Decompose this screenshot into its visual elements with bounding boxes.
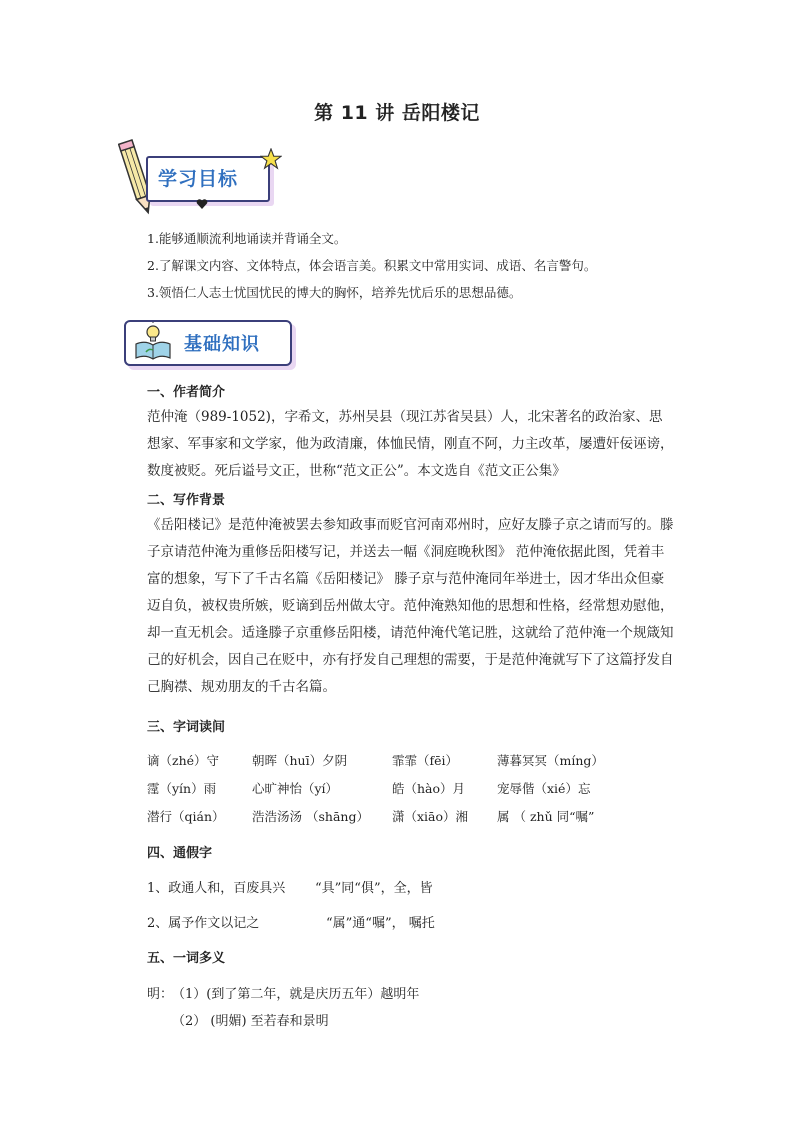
author-paragraph xyxy=(147,404,675,485)
reading-word: 谪（zhé）守 xyxy=(147,753,220,768)
goal-item-2: 2.了解课文内容、文体特点，体会语言美。积累文中常用实词、成语、名言警句。 xyxy=(147,258,597,273)
goal-item-3: 3.领悟仁人志士忧国忧民的博大的胸怀，培养先忧后乐的思想品德。 xyxy=(147,285,522,300)
reading-word: 潇（xiāo）湘 xyxy=(392,809,469,824)
tongjia-item-1: 1、政通人和，百废具兴 xyxy=(147,881,286,896)
reading-word: 霪（yín）雨 xyxy=(147,781,217,796)
reading-word: 皓（hào）月 xyxy=(392,781,466,796)
page-title: 第 11 讲 岳阳楼记 xyxy=(314,102,480,124)
author-text: 范仲淹（989-1052)，字希文，苏州吴县（现江苏省吴县）人，北宋著名的政治家、思想家、军事家和文学家，他为政清廉，体恤民情，刚直不阿，力主改革，屡遭奸佞诬谤，数度被贬。死后谥号文正，世称“范文正公”。本文选自《范文正公集》 xyxy=(147,409,674,479)
polysemy-item-2: （2） (明媚) 至若春和景明 xyxy=(172,1014,329,1029)
reading-word: 薄暮冥冥（míng） xyxy=(497,753,604,768)
author-heading: 一、作者简介 xyxy=(147,385,226,400)
tongjia-note-2: “属”通“嘱”， 嘱托 xyxy=(326,916,435,931)
reading-word: 浩浩汤汤 （shāng） xyxy=(252,809,369,824)
reading-word: 朝晖（huī）夕阴 xyxy=(252,753,348,768)
tongjia-note-1: “具”同“俱”，全，皆 xyxy=(315,881,433,896)
goal-item-1: 1.能够通顺流利地诵读并背诵全文。 xyxy=(147,231,347,246)
goals-banner-label: 学习目标 xyxy=(158,168,239,190)
star-icon xyxy=(260,148,282,170)
polysemy-prefix: 明： xyxy=(147,987,174,1002)
background-text: 《岳阳楼记》是范仲淹被罢去参知政事而贬官河南邓州时，应好友滕子京之请而写的。滕子京请范仲淹为重修岳阳楼写记，并送去一幅《洞庭晚秋图》 范仲淹依据此图，凭着丰富的想象，写下了千古名篇《岳阳楼记》 滕子京与范仲淹同年举进士，因才华出众但豪迈自负，被权贵所嫉，贬谪到岳州做太守。范仲淹熟知他的思想和性格，经常想劝慰他，却一直无机会。适逢滕子京重修岳阳楼，请范仲淹代笔记胜，这就给了范仲淹一个规箴知己的好机会，因自己在贬中，亦有抒发自己理想的需要，于是范仲淹就写下了这篇抒发自己胸襟、规劝朋友的千古名篇。 xyxy=(147,517,674,695)
reading-word: 心旷神怡（yí） xyxy=(252,781,339,796)
basics-banner xyxy=(122,318,297,370)
basics-banner-label: 基础知识 xyxy=(184,334,260,355)
polysemy-heading: 五、一词多义 xyxy=(147,951,226,966)
reading-word: 宠辱偕（xié）忘 xyxy=(497,781,591,796)
goals-banner xyxy=(118,138,288,218)
tongjia-item-2: 2、属予作文以记之 xyxy=(147,916,260,931)
reading-word: 属 （ zhǔ 同“嘱” xyxy=(497,809,595,824)
reading-heading: 三、字词读间 xyxy=(147,720,226,735)
heart-icon xyxy=(196,198,208,210)
polysemy-item-1: （1）(到了第二年，就是庆历五年）越明年 xyxy=(172,987,420,1002)
reading-word: 霏霏（fēi） xyxy=(392,753,459,768)
book-lightbulb-icon xyxy=(132,322,174,362)
background-heading: 二、写作背景 xyxy=(147,493,226,508)
reading-word: 潜行（qián） xyxy=(147,809,225,824)
tongjia-heading: 四、通假字 xyxy=(147,846,213,861)
background-paragraph xyxy=(147,512,675,701)
